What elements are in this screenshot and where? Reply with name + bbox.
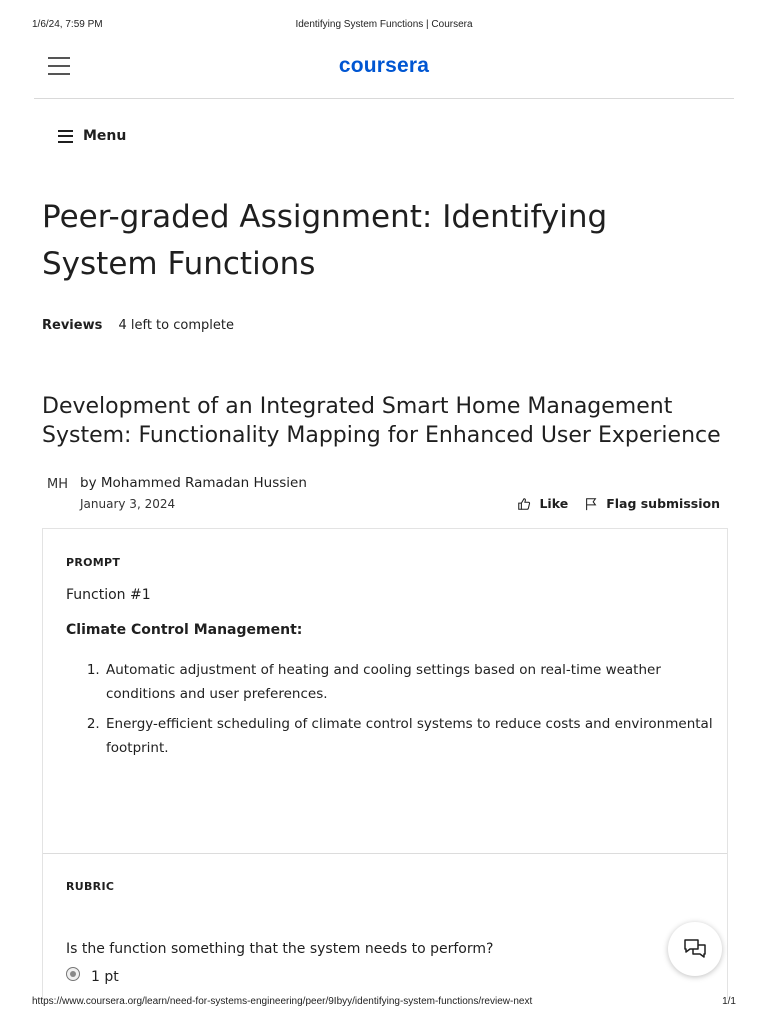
print-url: https://www.coursera.org/learn/need-for-systems-engineering/peer/9Ibyy/identifying-system-functions/review-next [32, 996, 533, 1007]
function-list [66, 658, 724, 766]
rubric-label: RUBRIC [66, 880, 115, 893]
submission-title: Development of an Integrated Smart Home Management System: Functionality Mapping for Enhanced User Experience [42, 394, 721, 448]
submission-card [42, 528, 728, 999]
submission-date: January 3, 2024 [80, 497, 176, 511]
list-item: 2. Energy-efficient scheduling of climate control systems to reduce costs and environmental footprint. [104, 712, 724, 760]
page-title: Peer-graded Assignment: Identifying System Functions [42, 199, 608, 282]
thumbs-up-icon [517, 497, 531, 511]
reviews-count: 4 left to complete [118, 318, 234, 333]
prompt-label: PROMPT [66, 556, 121, 569]
like-label: Like [539, 496, 569, 511]
chat-icon [681, 935, 709, 963]
rubric-option[interactable] [66, 969, 119, 985]
menu-button[interactable] [58, 128, 126, 144]
function-title: Climate Control Management: [66, 622, 303, 638]
author-name: by Mohammed Ramadan Hussien [80, 475, 307, 491]
like-button[interactable] [517, 496, 568, 511]
menu-icon [58, 130, 73, 143]
print-datetime: 1/6/24, 7:59 PM [32, 19, 103, 30]
menu-label: Menu [83, 128, 127, 144]
flag-submission-button[interactable] [584, 496, 720, 511]
list-item: 1. Automatic adjustment of heating and cooling settings based on real-time weather conditions and user preferences. [104, 658, 724, 706]
print-page-number: 1/1 [722, 996, 736, 1007]
print-page-title: Identifying System Functions | Coursera [295, 19, 473, 30]
option-label: 1 pt [91, 969, 119, 985]
flag-label: Flag submission [606, 496, 720, 511]
submission-actions [517, 496, 720, 511]
rubric-question: Is the function something that the system needs to perform? [66, 941, 494, 957]
flag-icon [584, 497, 598, 511]
function-number: Function #1 [66, 587, 151, 603]
top-nav-bar [34, 44, 734, 99]
chat-button[interactable] [668, 922, 722, 976]
coursera-logo[interactable]: coursera [338, 54, 430, 77]
radio-icon[interactable] [66, 967, 80, 981]
prompt-section [43, 529, 727, 854]
reviews-status [42, 318, 234, 333]
avatar: MH [47, 477, 68, 492]
reviews-label: Reviews [42, 318, 103, 333]
